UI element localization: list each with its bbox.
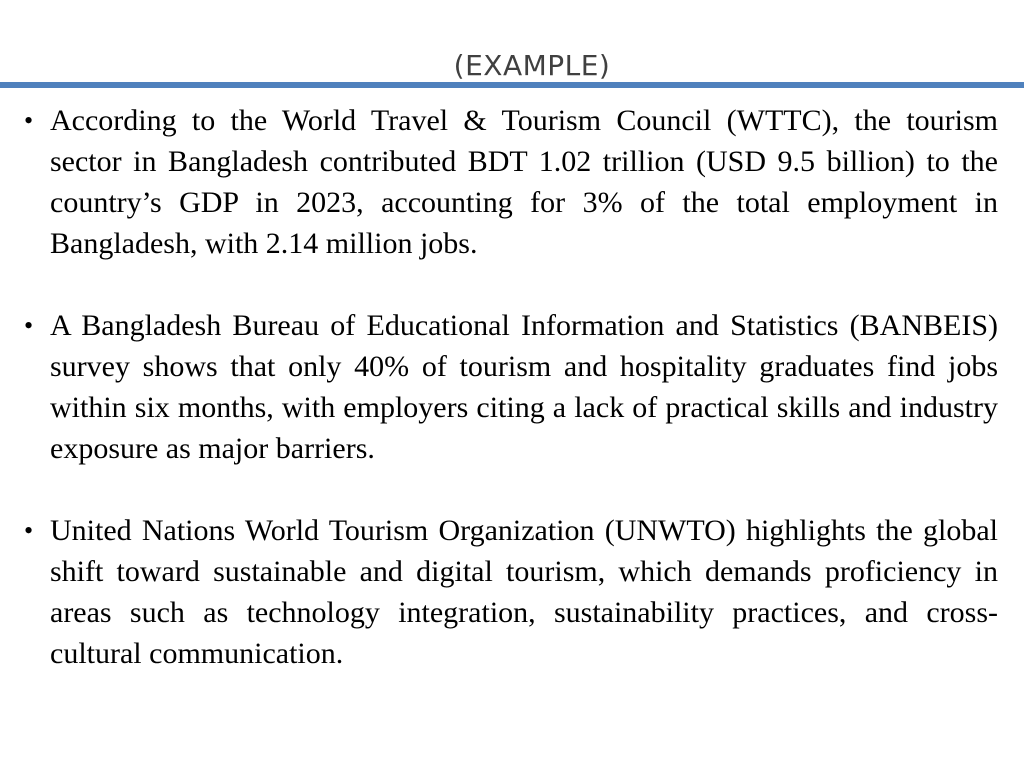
bullet-icon: •	[24, 516, 34, 545]
bullet-text: According to the World Travel & Tourism Council (WTTC), the tourism sector in Bangladesh contributed BDT 1.02 trillion (USD 9.5 billion) to the country’s GDP in 2023, accounting for 3% of the total employment in Bangladesh, with 2.14 million jobs.	[50, 104, 998, 260]
title-divider	[0, 82, 1024, 88]
bullet-item-wttc	[22, 100, 998, 264]
slide-title: (EXAMPLE)	[453, 49, 611, 82]
bullet-text: A Bangladesh Bureau of Educational Information and Statistics (BANBEIS) survey shows that only 40% of tourism and hospitality graduates find jobs within six months, with employers citing a lack of practical skills and industry exposure as major barriers.	[50, 309, 998, 465]
bullet-item-unwto	[22, 510, 998, 674]
bullet-item-banbeis	[22, 305, 998, 469]
bullet-icon: •	[24, 311, 34, 340]
bullet-icon: •	[24, 106, 34, 135]
bullet-list	[22, 100, 998, 715]
bullet-text: United Nations World Tourism Organization (UNWTO) highlights the global shift toward sustainable and digital tourism, which demands proficiency in areas such as technology integration, sustainability practices, and cross-cultural communication.	[50, 514, 998, 670]
